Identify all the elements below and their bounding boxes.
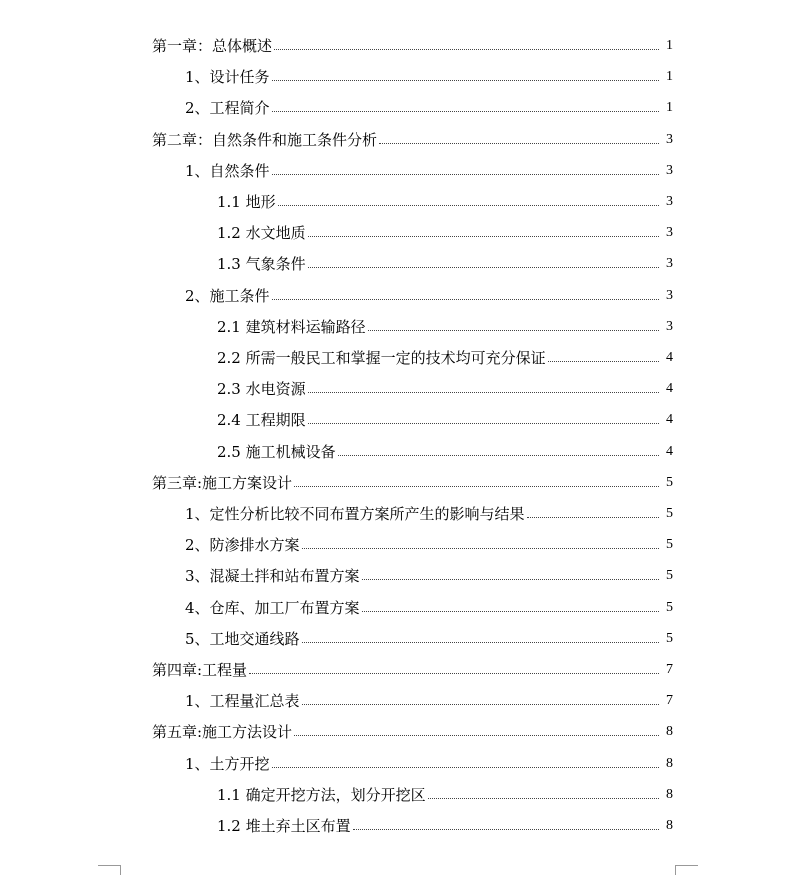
toc-entry-title: 1.1 地形 bbox=[217, 193, 276, 211]
toc-entry-page: 1 bbox=[666, 38, 673, 53]
toc-entry-page: 1 bbox=[666, 100, 673, 115]
toc-entry-page: 3 bbox=[666, 163, 673, 178]
dot-leader bbox=[338, 455, 659, 456]
toc-entry[interactable] bbox=[0, 375, 796, 399]
toc-entry-page: 5 bbox=[666, 506, 673, 521]
toc-entry-page: 8 bbox=[666, 724, 673, 739]
dot-leader bbox=[278, 205, 659, 206]
toc-entry[interactable] bbox=[0, 812, 796, 836]
toc-entry[interactable] bbox=[0, 313, 796, 337]
toc-entry[interactable] bbox=[0, 94, 796, 118]
toc-entry-title: 2、工程简介 bbox=[185, 99, 270, 117]
toc-entry[interactable] bbox=[0, 500, 796, 524]
toc-entry-page: 3 bbox=[666, 225, 673, 240]
toc-entry-title: 1.2 堆土弃土区布置 bbox=[217, 817, 351, 835]
dot-leader bbox=[308, 267, 659, 268]
toc-entry-page: 3 bbox=[666, 194, 673, 209]
dot-leader bbox=[308, 423, 659, 424]
toc-entry-page: 8 bbox=[666, 756, 673, 771]
toc-entry-page: 5 bbox=[666, 537, 673, 552]
toc-entry-title: 第二章：自然条件和施工条件分析 bbox=[152, 131, 378, 149]
toc-entry-title: 第三章:施工方案设计 bbox=[152, 474, 293, 492]
toc-entry-title: 第一章：总体概述 bbox=[152, 37, 273, 55]
toc-entry[interactable] bbox=[0, 781, 796, 805]
toc-entry[interactable] bbox=[0, 188, 796, 212]
dot-leader bbox=[527, 517, 659, 518]
toc-entry-page: 7 bbox=[666, 662, 673, 677]
toc-entry-title: 1.2 水文地质 bbox=[217, 224, 306, 242]
toc-entry[interactable] bbox=[0, 438, 796, 462]
toc-entry-page: 8 bbox=[666, 787, 673, 802]
dot-leader bbox=[272, 767, 659, 768]
toc-entry-page: 5 bbox=[666, 600, 673, 615]
dot-leader bbox=[302, 548, 659, 549]
dot-leader bbox=[308, 236, 659, 237]
toc-entry[interactable] bbox=[0, 531, 796, 555]
dot-leader bbox=[368, 330, 659, 331]
toc-entry[interactable] bbox=[0, 469, 796, 493]
toc-entry[interactable] bbox=[0, 126, 796, 150]
toc-entry-page: 5 bbox=[666, 568, 673, 583]
dot-leader bbox=[272, 299, 659, 300]
page-corner-mark-left bbox=[98, 865, 121, 875]
toc-entry-title: 2.1 建筑材料运输路径 bbox=[217, 318, 366, 336]
dot-leader bbox=[308, 392, 659, 393]
toc-entry-title: 1.3 气象条件 bbox=[217, 255, 306, 273]
toc-entry-page: 3 bbox=[666, 132, 673, 147]
toc-entry-title: 5、工地交通线路 bbox=[185, 630, 300, 648]
toc-entry-page: 1 bbox=[666, 69, 673, 84]
dot-leader bbox=[294, 486, 659, 487]
toc-entry-page: 5 bbox=[666, 631, 673, 646]
toc-entry-page: 4 bbox=[666, 350, 673, 365]
toc-entry-page: 3 bbox=[666, 319, 673, 334]
toc-entry-title: 第五章:施工方法设计 bbox=[152, 723, 293, 741]
toc-entry[interactable] bbox=[0, 625, 796, 649]
toc-entry[interactable] bbox=[0, 63, 796, 87]
toc-entry-page: 7 bbox=[666, 693, 673, 708]
toc-entry-page: 3 bbox=[666, 288, 673, 303]
toc-entry-title: 2.3 水电资源 bbox=[217, 380, 306, 398]
toc-entry-title: 2.5 施工机械设备 bbox=[217, 443, 336, 461]
dot-leader bbox=[272, 111, 659, 112]
toc-entry-page: 3 bbox=[666, 256, 673, 271]
toc-entry-title: 2.2 所需一般民工和掌握一定的技术均可充分保证 bbox=[217, 349, 546, 367]
toc-entry-title: 2、施工条件 bbox=[185, 287, 270, 305]
dot-leader bbox=[294, 735, 659, 736]
toc-entry-title: 1、土方开挖 bbox=[185, 755, 270, 773]
dot-leader bbox=[272, 174, 659, 175]
toc-entry[interactable] bbox=[0, 656, 796, 680]
toc-entry[interactable] bbox=[0, 32, 796, 56]
dot-leader bbox=[428, 798, 659, 799]
dot-leader bbox=[302, 642, 659, 643]
toc-entry-page: 4 bbox=[666, 412, 673, 427]
toc-entry-title: 第四章:工程量 bbox=[152, 661, 248, 679]
toc-entry-title: 1、设计任务 bbox=[185, 68, 270, 86]
toc-entry[interactable] bbox=[0, 718, 796, 742]
toc-entry-title: 2、防渗排水方案 bbox=[185, 536, 300, 554]
dot-leader bbox=[353, 829, 659, 830]
dot-leader bbox=[548, 361, 659, 362]
toc-entry[interactable] bbox=[0, 344, 796, 368]
dot-leader bbox=[249, 673, 659, 674]
dot-leader bbox=[274, 49, 659, 50]
toc-entry-title: 2.4 工程期限 bbox=[217, 411, 306, 429]
toc-entry-title: 1、工程量汇总表 bbox=[185, 692, 300, 710]
toc-entry-title: 1、自然条件 bbox=[185, 162, 270, 180]
toc-entry-page: 4 bbox=[666, 444, 673, 459]
toc-entry[interactable] bbox=[0, 219, 796, 243]
toc-entry[interactable] bbox=[0, 250, 796, 274]
dot-leader bbox=[362, 611, 659, 612]
toc-entry[interactable] bbox=[0, 562, 796, 586]
toc-entry-page: 5 bbox=[666, 475, 673, 490]
toc-entry[interactable] bbox=[0, 282, 796, 306]
toc-entry-title: 3、混凝土拌和站布置方案 bbox=[185, 567, 360, 585]
toc-entry-title: 1.1 确定开挖方法，划分开挖区 bbox=[217, 786, 426, 804]
toc-entry-page: 8 bbox=[666, 818, 673, 833]
toc-entry[interactable] bbox=[0, 687, 796, 711]
page-corner-mark-right bbox=[675, 865, 698, 875]
toc-entry-title: 4、仓库、加工厂布置方案 bbox=[185, 599, 360, 617]
toc-entry-title: 1、定性分析比较不同布置方案所产生的影响与结果 bbox=[185, 505, 525, 523]
dot-leader bbox=[302, 704, 659, 705]
toc-entry-page: 4 bbox=[666, 381, 673, 396]
toc-entry[interactable] bbox=[0, 157, 796, 181]
dot-leader bbox=[362, 579, 659, 580]
dot-leader bbox=[272, 80, 659, 81]
dot-leader bbox=[379, 143, 659, 144]
toc-entry[interactable] bbox=[0, 750, 796, 774]
toc-entry[interactable] bbox=[0, 406, 796, 430]
toc-entry[interactable] bbox=[0, 594, 796, 618]
